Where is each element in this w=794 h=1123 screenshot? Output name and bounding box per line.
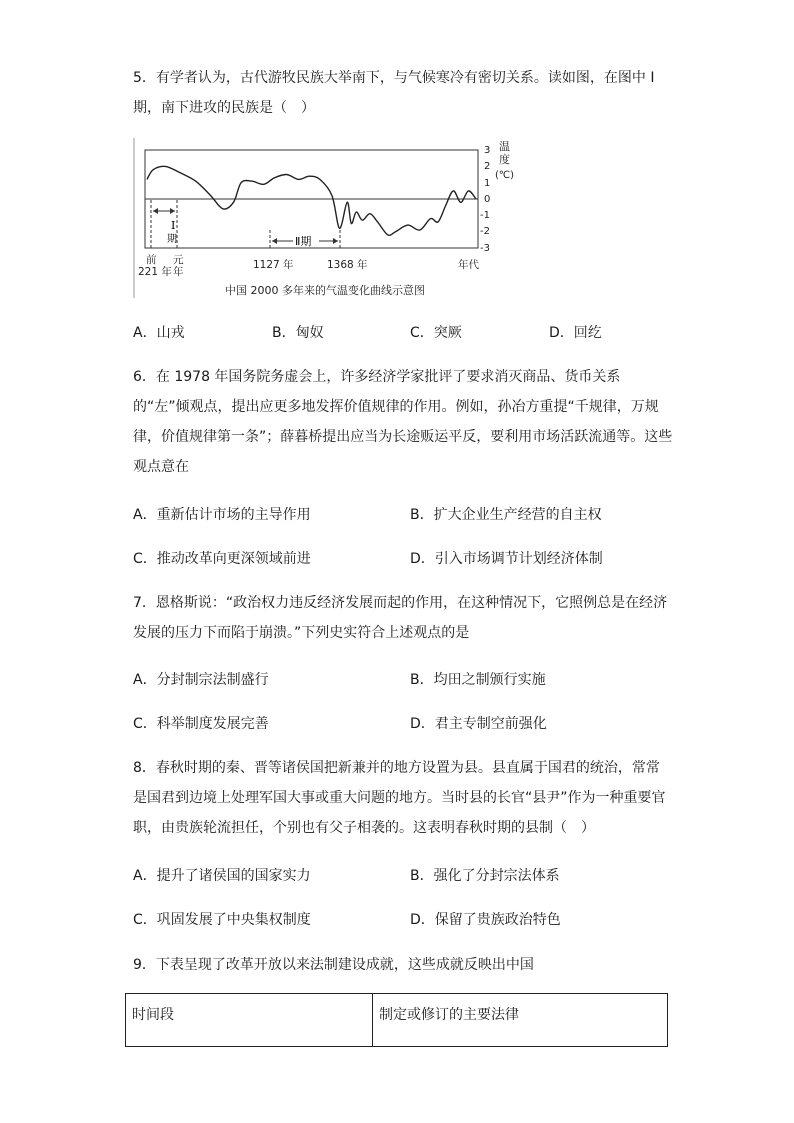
temperature-curve (147, 166, 476, 235)
q5-stem: 5．有学者认为，古代游牧民族大举南下，与气候寒冷有密切关系。读如图，在图中 I 期，南下进攻的民族是（ ） (133, 70, 655, 116)
q7-option-a[interactable]: A．分封制宗法制盛行 (133, 672, 269, 688)
law-table (125, 993, 668, 1047)
period1-arrow-right-head (170, 208, 175, 214)
period1-label-2: 期 (167, 234, 177, 245)
y-axis-label-unit: (℃) (495, 170, 515, 181)
temperature-chart-svg (133, 138, 533, 304)
q8-option-c[interactable]: C．巩固发展了中央集权制度 (133, 912, 311, 928)
x-label-1127: 1127 年 (253, 259, 294, 271)
table-header-period: 时间段 (132, 1007, 174, 1023)
x-label-1368: 1368 年 (327, 259, 368, 271)
q7-option-c[interactable]: C．科举制度发展完善 (133, 716, 269, 732)
y-axis-label-du: 度 (499, 153, 510, 166)
y-tick-3: 3 (484, 145, 491, 156)
q5-option-a[interactable]: A．山戎 (133, 325, 185, 341)
q8-option-a[interactable]: A．提升了诸侯国的国家实力 (133, 868, 311, 884)
period2-arrow-right-head (333, 238, 338, 244)
y-tick-2: 2 (484, 161, 491, 172)
q7-stem: 7．恩格斯说：“政治权力违反经济发展而起的作用，在这种情况下，它照例总是在经济发展的压力下而陷于崩溃。”下列史实符合上述观点的是 (133, 595, 668, 641)
period1-arrow-left-head (153, 208, 158, 214)
q5-option-d[interactable]: D．回纥 (549, 325, 602, 341)
x-label-qian: 前 (146, 254, 157, 266)
y-tick-neg1: -1 (480, 210, 490, 221)
y-tick-neg3: -3 (480, 243, 490, 254)
period1-label: I (171, 219, 176, 232)
q9-stem: 9．下表呈现了改革开放以来法制建设成就，这些成就反映出中国 (133, 957, 534, 973)
y-tick-neg2: -2 (480, 226, 490, 237)
q6-option-c[interactable]: C．推动改革向更深领域前进 (133, 551, 311, 567)
y-axis-label-wen: 温 (499, 140, 510, 153)
y-tick-0: 0 (484, 194, 491, 205)
x-label-yuan: 元 (173, 254, 184, 266)
y-tick-1: 1 (484, 178, 491, 189)
q5-option-b[interactable]: B．匈奴 (272, 325, 324, 341)
q5-option-c[interactable]: C．突厥 (410, 325, 462, 341)
chart-caption: 中国 2000 多年来的气温变化曲线示意图 (225, 284, 425, 297)
q7-option-b[interactable]: B．均田之制颁行实施 (410, 672, 546, 688)
x-label-yuan-year: 年 (173, 266, 184, 278)
temperature-chart (133, 138, 533, 304)
q6-option-b[interactable]: B．扩大企业生产经营的自主权 (410, 507, 602, 523)
q6-option-a[interactable]: A．重新估计市场的主导作用 (133, 507, 311, 523)
q7-option-d[interactable]: D．君主专制空前强化 (410, 716, 547, 732)
x-axis-label: 年代 (458, 259, 479, 271)
x-label-qian-year: 221 年 (138, 266, 172, 278)
q8-option-b[interactable]: B．强化了分封宗法体系 (410, 868, 560, 884)
q8-stem: 8．春秋时期的秦、晋等诸侯国把新兼并的地方设置为县。县直属于国君的统治，常常是国君到边境上处理军国大事或重大问题的地方。当时县的长官“县尹”作为一种重要官职，由贵族轮流担任，个别也有父子相袭的。这表明春秋时期的县制（ ） (133, 760, 666, 836)
q8-option-d[interactable]: D．保留了贵族政治特色 (410, 912, 561, 928)
q6-option-d[interactable]: D．引入市场调节计划经济体制 (410, 551, 603, 567)
period2-arrow-left-head (272, 238, 277, 244)
q6-stem: 6．在 1978 年国务院务虚会上，许多经济学家批评了要求消灭商品、货币关系的“左”倾观点，提出应更多地发挥价值规律的作用。例如，孙冶方重提“千规律，万规律，价值规律第一条”；薛暮桥提出应当为长途贩运平反，要利用市场活跃流通等。这些观点意在 (133, 369, 673, 475)
period2-label: Ⅱ期 (295, 235, 312, 248)
table-header-laws: 制定或修订的主要法律 (372, 994, 667, 1046)
